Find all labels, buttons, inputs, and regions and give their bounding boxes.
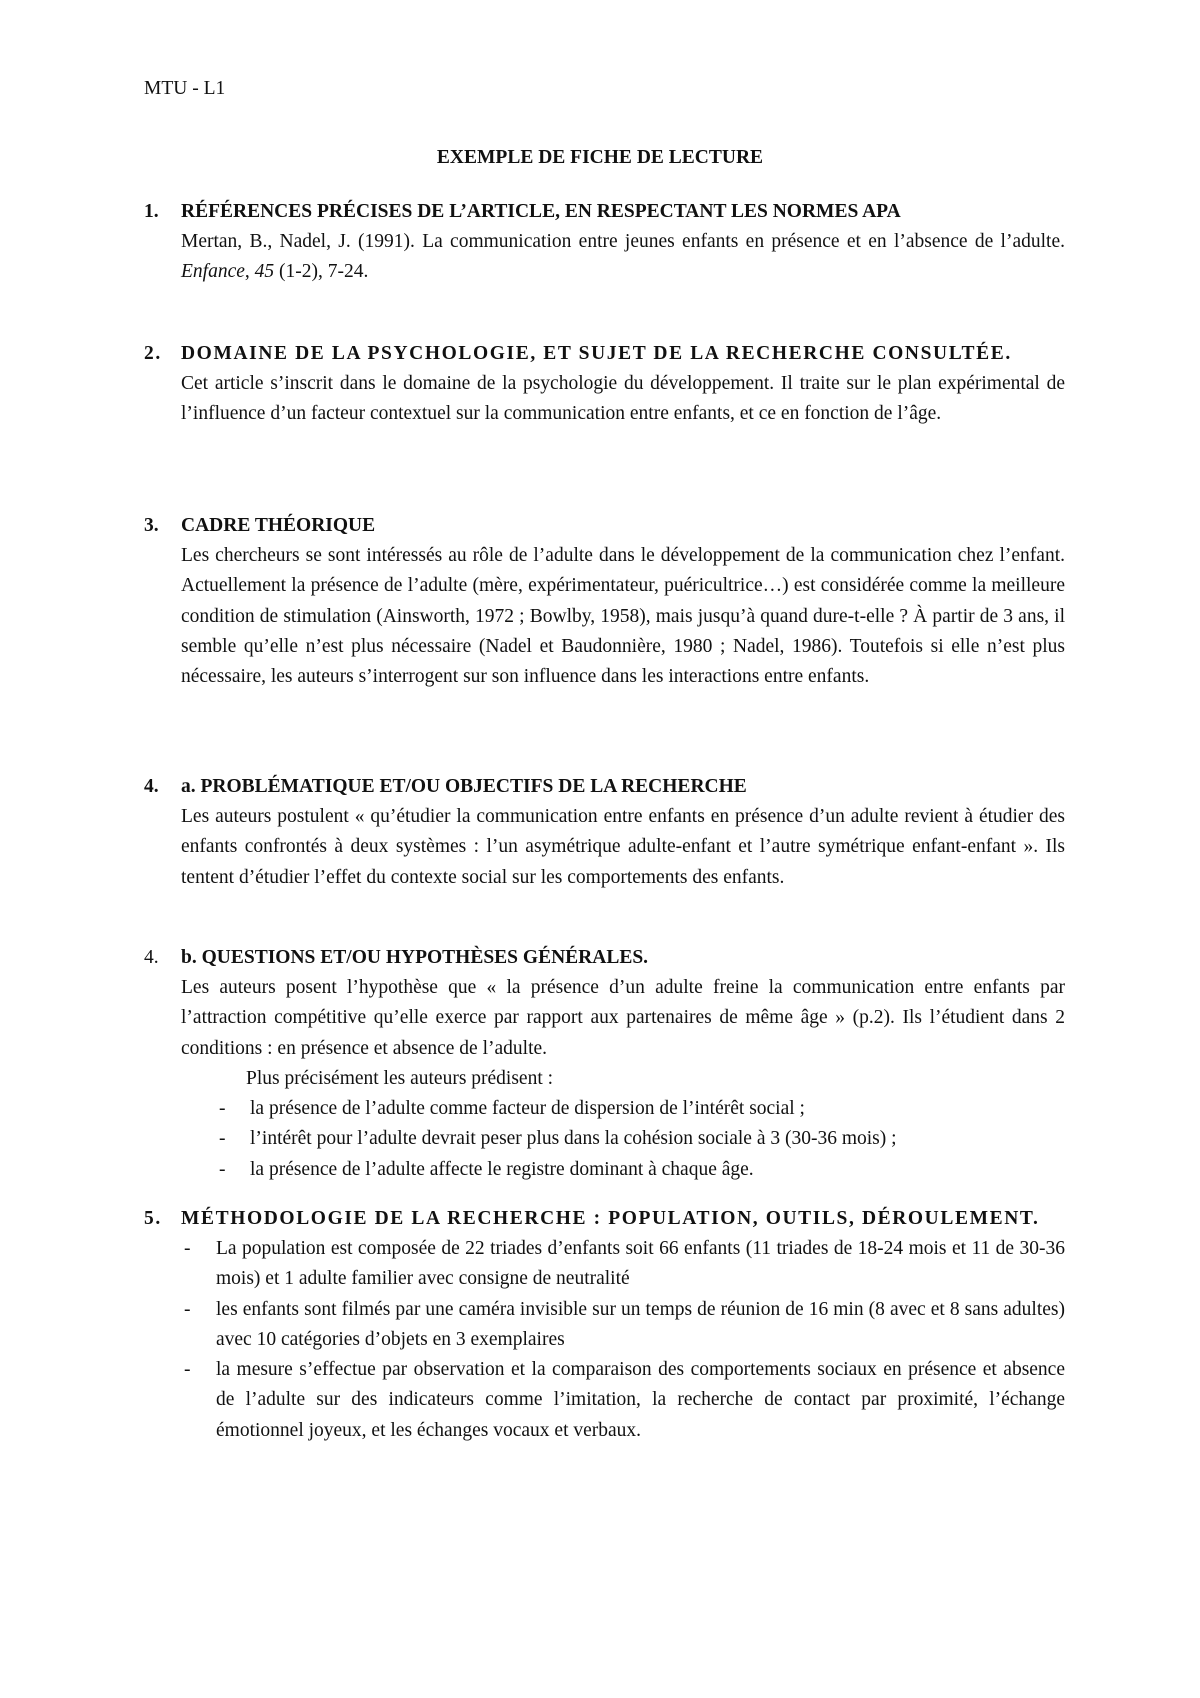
reference-pages: (1-2), 7-24. bbox=[274, 261, 369, 283]
reference-text bbox=[144, 227, 1065, 288]
section-number: 4. bbox=[144, 776, 159, 797]
section-domain bbox=[144, 339, 1065, 430]
predictions-list bbox=[144, 1094, 1065, 1185]
section-title: a. PROBLÉMATIQUE ET/OU OBJECTIFS DE LA RECHERCHE bbox=[181, 776, 747, 797]
section-number: 4. bbox=[144, 947, 159, 968]
section-heading bbox=[144, 943, 1065, 973]
section-heading bbox=[144, 197, 1065, 227]
section-problematic bbox=[144, 772, 1065, 893]
section-title: RÉFÉRENCES PRÉCISES DE L’ARTICLE, EN RESPECTANT LES NORMES APA bbox=[181, 201, 901, 222]
section-paragraph: Les auteurs posent l’hypothèse que « la présence d’un adulte freine la communication entre enfants par l’attraction compétitive qu’elle exerce par rapport aux partenaires de même âge » (p.2). Ils l’étudient dans 2 conditions : en présence et absence de l’adulte. bbox=[181, 977, 1065, 1059]
methodology-list bbox=[144, 1234, 1065, 1446]
section-title: CADRE THÉORIQUE bbox=[181, 515, 376, 536]
section-number: 1. bbox=[144, 201, 159, 222]
section-paragraph: Cet article s’inscrit dans le domaine de la psychologie du développement. Il traite sur le plan expérimental de l’influence d’un facteur contextuel sur la communication entre enfants, et ce en fonction de l’âge. bbox=[181, 373, 1065, 425]
section-methodology bbox=[144, 1204, 1065, 1446]
reference-separator: , bbox=[244, 261, 255, 283]
list-item: - La population est composée de 22 triades d’enfants soit 66 enfants (11 triades de 18-24 mois et 11 de 30-36 mois) et 1 adulte familier avec consigne de neutralité bbox=[144, 1234, 1065, 1295]
section-heading bbox=[144, 339, 1065, 369]
section-paragraph: Les auteurs postulent « qu’étudier la communication entre enfants en présence d’un adulte revient à étudier des enfants confrontés à deux systèmes : l’un asymétrique adulte-enfant et l’autre symétrique enfant-enfant ». Ils tentent d’étudier l’effet du contexte social sur les comportements des enfants. bbox=[181, 806, 1065, 888]
section-heading bbox=[144, 1204, 1065, 1234]
section-title: b. QUESTIONS ET/OU HYPOTHÈSES GÉNÉRALES. bbox=[181, 947, 649, 968]
section-references bbox=[144, 197, 1065, 288]
document-title: EXEMPLE DE FICHE DE LECTURE bbox=[436, 147, 764, 168]
section-number: 3. bbox=[144, 515, 159, 536]
list-item: - l’intérêt pour l’adulte devrait peser plus dans la cohésion sociale à 3 (30-36 mois) ; bbox=[144, 1124, 1065, 1154]
section-hypotheses bbox=[144, 943, 1065, 1185]
section-number: 5. bbox=[144, 1208, 162, 1229]
list-item: - les enfants sont filmés par une caméra invisible sur un temps de réunion de 16 min (8 avec et 8 sans adultes) avec 10 catégories d’objets en 3 exemplaires bbox=[144, 1295, 1065, 1356]
section-heading bbox=[144, 511, 1065, 541]
section-heading bbox=[144, 772, 1065, 802]
predictions-intro: Plus précisément les auteurs prédisent : bbox=[246, 1067, 554, 1089]
reference-journal: Enfance bbox=[181, 261, 245, 283]
section-theoretical-framework bbox=[144, 511, 1065, 692]
list-item: - la mesure s’effectue par observation et la comparaison des comportements sociaux en présence et absence de l’adulte sur des indicateurs comme l’imitation, la recherche de contact par proximité, l’échange émotionnel joyeux, et les échanges vocaux et verbaux. bbox=[144, 1355, 1065, 1446]
reference-volume: 45 bbox=[254, 261, 275, 283]
list-item: - la présence de l’adulte comme facteur de dispersion de l’intérêt social ; bbox=[144, 1094, 1065, 1124]
list-item: - la présence de l’adulte affecte le registre dominant à chaque âge. bbox=[144, 1155, 1065, 1185]
section-paragraph: Les chercheurs se sont intéressés au rôle de l’adulte dans le développement de la communication chez l’enfant. Actuellement la présence de l’adulte (mère, expérimentateur, puéricultrice…) est considérée comme la meilleure condition de stimulation (Ainsworth, 1972 ; Bowlby, 1958), mais jusqu’à quand dure-t-elle ? À partir de 3 ans, il semble qu’elle n’est plus nécessaire (Nadel et Baudonnière, 1980 ; Nadel, 1986). Toutefois si elle n’est plus nécessaire, les auteurs s’interrogent sur son influence dans les interactions entre enfants. bbox=[181, 545, 1065, 688]
reference-authors-title: Mertan, B., Nadel, J. (1991). La communication entre jeunes enfants en présence et en l’absence de l’adulte. bbox=[181, 231, 1065, 252]
page-header: MTU - L1 bbox=[144, 78, 226, 99]
section-number: 2. bbox=[144, 343, 162, 364]
section-title: DOMAINE DE LA PSYCHOLOGIE, ET SUJET DE LA RECHERCHE CONSULTÉE. bbox=[181, 343, 1012, 364]
section-title: MÉTHODOLOGIE DE LA RECHERCHE : POPULATION, OUTILS, DÉROULEMENT. bbox=[181, 1208, 1040, 1229]
